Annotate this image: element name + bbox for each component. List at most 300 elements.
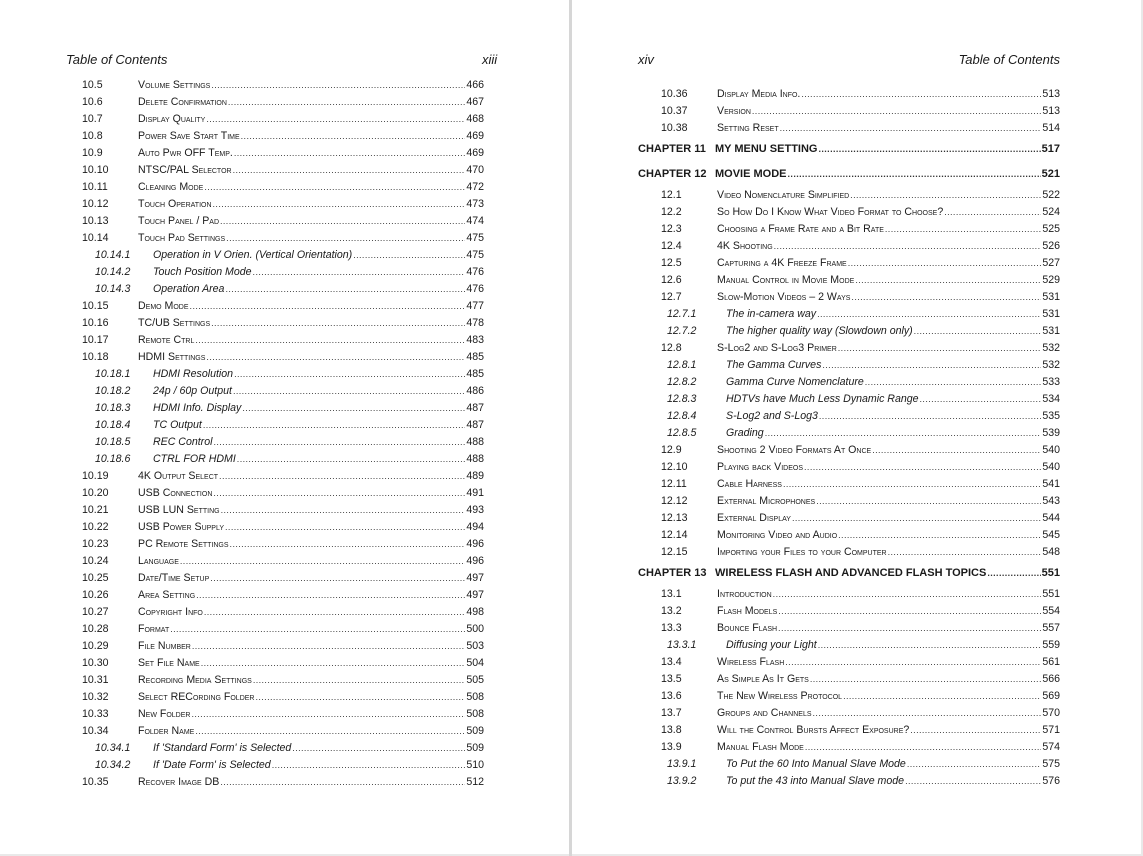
dot-leader xyxy=(920,391,1042,408)
toc-entry-title: Diffusing your Light xyxy=(726,639,817,651)
toc-entry-number: 12.7.2 xyxy=(667,325,697,337)
toc-entry[interactable] xyxy=(638,204,1060,221)
toc-entry-page: 512 xyxy=(466,776,484,788)
toc-entry-number: CHAPTER 12 xyxy=(638,168,707,180)
dot-leader xyxy=(818,637,1042,654)
toc-entry-title: Flash Models xyxy=(717,605,778,617)
toc-entry-number: 10.14.2 xyxy=(95,266,131,278)
toc-entry-title: Touch Position Mode xyxy=(153,266,252,278)
toc-entry[interactable] xyxy=(82,655,484,672)
toc-entry[interactable] xyxy=(638,374,1060,391)
toc-entry-title: If 'Date Form' is Selected xyxy=(153,759,271,771)
toc-entry[interactable] xyxy=(82,519,484,536)
toc-entry-title: HDMI Settings xyxy=(138,351,206,363)
toc-entry-page: 559 xyxy=(1042,639,1060,651)
toc-entry-number: 12.3 xyxy=(661,223,682,235)
toc-entry-title: Monitoring Video and Audio xyxy=(717,529,838,541)
toc-entry-number: 10.17 xyxy=(82,334,109,346)
toc-entry-number: CHAPTER 11 xyxy=(638,143,706,155)
dot-leader xyxy=(785,654,1041,671)
toc-entry-page: 466 xyxy=(466,79,484,91)
toc-entry[interactable] xyxy=(82,400,484,417)
dot-leader xyxy=(226,230,465,247)
toc-entry-number: 12.8.4 xyxy=(667,410,697,422)
toc-entry-title: Volume Settings xyxy=(138,79,211,91)
toc-entry-number: 13.7 xyxy=(661,707,682,719)
toc-entry[interactable] xyxy=(638,620,1060,637)
toc-entry-page: 575 xyxy=(1042,758,1060,770)
toc-entry[interactable] xyxy=(638,671,1060,688)
toc-entry-number: 12.5 xyxy=(661,257,682,269)
toc-entry-page: 487 xyxy=(466,402,484,414)
toc-entry[interactable] xyxy=(638,459,1060,476)
toc-entry-title: Capturing a 4K Freeze Frame xyxy=(717,257,847,269)
dot-leader xyxy=(838,527,1041,544)
toc-entry-number: 13.3.1 xyxy=(667,639,697,651)
toc-entry[interactable] xyxy=(638,289,1060,306)
toc-entry-title: Manual Flash Mode xyxy=(717,741,804,753)
toc-entry[interactable] xyxy=(82,315,484,332)
dot-leader xyxy=(211,77,465,94)
toc-entry[interactable] xyxy=(82,417,484,434)
toc-entry-title: If 'Standard Form' is Selected xyxy=(153,742,292,754)
dot-leader xyxy=(804,459,1041,476)
toc-entry-page: 478 xyxy=(466,317,484,329)
toc-entry-title: Date/Time Setup xyxy=(138,572,210,584)
toc-entry-page: 472 xyxy=(466,181,484,193)
toc-entry[interactable] xyxy=(638,637,1060,654)
toc-entry-number: 10.34.2 xyxy=(95,759,131,771)
toc-entry-title: Introduction xyxy=(717,588,772,600)
toc-entry-number: 12.13 xyxy=(661,512,688,524)
dot-leader xyxy=(783,476,1041,493)
toc-chapter-entry[interactable] xyxy=(638,561,1060,586)
toc-entry-page: 476 xyxy=(466,283,484,295)
toc-entry[interactable] xyxy=(82,553,484,570)
toc-entry[interactable] xyxy=(82,247,484,264)
toc-entry-page: 527 xyxy=(1042,257,1060,269)
toc-entry-title: New Folder xyxy=(138,708,191,720)
toc-entry[interactable] xyxy=(82,485,484,502)
toc-entry[interactable] xyxy=(638,705,1060,722)
dot-leader xyxy=(213,485,465,502)
dot-leader xyxy=(253,672,465,689)
toc-entry[interactable] xyxy=(82,281,484,298)
dot-leader xyxy=(195,332,465,349)
toc-entry[interactable] xyxy=(82,468,484,485)
toc-entry[interactable] xyxy=(638,255,1060,272)
toc-entry-number: 12.11 xyxy=(661,478,687,490)
toc-entry-page: 498 xyxy=(466,606,484,618)
toc-entry-number: 10.10 xyxy=(82,164,109,176)
toc-entry-number: 10.9 xyxy=(82,147,103,159)
toc-entry-page: 489 xyxy=(466,470,484,482)
toc-entry-page: 524 xyxy=(1042,206,1060,218)
dot-leader xyxy=(851,289,1041,306)
toc-entry-title: To Put the 60 Into Manual Slave Mode xyxy=(726,758,906,770)
toc-entry-title: Format xyxy=(138,623,170,635)
toc-entry[interactable] xyxy=(638,493,1060,510)
toc-entry[interactable] xyxy=(82,570,484,587)
toc-entry[interactable] xyxy=(638,476,1060,493)
dot-leader xyxy=(872,442,1041,459)
dot-leader xyxy=(242,400,465,417)
toc-entry[interactable] xyxy=(82,723,484,740)
dot-leader xyxy=(778,620,1041,637)
toc-entry-number: 13.9.1 xyxy=(667,758,697,770)
dot-leader xyxy=(944,204,1041,221)
toc-entry-page: 571 xyxy=(1042,724,1060,736)
toc-entry-page: 543 xyxy=(1042,495,1060,507)
toc-entry-number: 10.23 xyxy=(82,538,109,550)
toc-entry-number: 12.8 xyxy=(661,342,682,354)
toc-entry-title: Choosing a Frame Rate and a Bit Rate xyxy=(717,223,884,235)
toc-entry[interactable] xyxy=(638,306,1060,323)
toc-entry[interactable] xyxy=(638,120,1060,137)
toc-entry-title: WIRELESS FLASH AND ADVANCED FLASH TOPICS xyxy=(715,567,987,579)
toc-entry-page: 496 xyxy=(466,538,484,550)
toc-entry-page: 473 xyxy=(466,198,484,210)
toc-entry-page: 494 xyxy=(466,521,484,533)
toc-chapter-entry[interactable] xyxy=(638,162,1060,187)
dot-leader xyxy=(292,740,465,757)
toc-entry-number: 10.18 xyxy=(82,351,109,363)
toc-entry-title: Wireless Flash xyxy=(717,656,785,668)
toc-entry[interactable] xyxy=(638,586,1060,603)
toc-entry-number: 10.14.1 xyxy=(95,249,131,261)
toc-entry[interactable] xyxy=(638,408,1060,425)
toc-entry-page: 470 xyxy=(466,164,484,176)
toc-entry[interactable] xyxy=(638,527,1060,544)
toc-entry[interactable] xyxy=(638,357,1060,374)
toc-entry-title: Area Setting xyxy=(138,589,196,601)
toc-entry[interactable] xyxy=(638,221,1060,238)
toc-entry-title: Recover Image DB xyxy=(138,776,220,788)
toc-entry-page: 508 xyxy=(466,708,484,720)
toc-entry-title: Demo Mode xyxy=(138,300,189,312)
toc-entry-number: 12.12 xyxy=(661,495,688,507)
toc-entry-title: Importing your Files to your Computer xyxy=(717,546,887,558)
dot-leader xyxy=(201,655,466,672)
toc-entry-title: MY MENU SETTING xyxy=(715,143,818,155)
toc-entry-page: 487 xyxy=(466,419,484,431)
toc-entry-title: 4K Shooting xyxy=(717,240,773,252)
toc-entry-number: 10.25 xyxy=(82,572,109,584)
toc-entry[interactable] xyxy=(638,238,1060,255)
toc-entry-page: 551 xyxy=(1042,588,1060,600)
toc-entry[interactable] xyxy=(82,434,484,451)
toc-entry-title: Slow-Motion Videos – 2 Ways xyxy=(717,291,851,303)
toc-entry-page: 541 xyxy=(1042,478,1060,490)
toc-entry-page: 570 xyxy=(1042,707,1060,719)
toc-entry-page: 508 xyxy=(466,691,484,703)
toc-entry-number: 10.18.3 xyxy=(95,402,131,414)
toc-entry-number: 10.14 xyxy=(82,232,109,244)
toc-entry[interactable] xyxy=(638,688,1060,705)
toc-entry-page: 544 xyxy=(1042,512,1060,524)
toc-entry[interactable] xyxy=(638,272,1060,289)
toc-entry-page: 535 xyxy=(1042,410,1060,422)
toc-entry-page: 488 xyxy=(466,453,484,465)
toc-entry-title: Operation Area xyxy=(153,283,225,295)
toc-entry-title: External Display xyxy=(717,512,791,524)
toc-entry[interactable] xyxy=(82,366,484,383)
toc-entry-page: 517 xyxy=(1041,143,1060,155)
toc-entry-title: Touch Operation xyxy=(138,198,212,210)
dot-leader xyxy=(805,739,1042,756)
toc-entry[interactable] xyxy=(638,103,1060,120)
toc-entry[interactable] xyxy=(82,774,484,791)
toc-entry[interactable] xyxy=(82,536,484,553)
dot-leader xyxy=(850,187,1041,204)
toc-entry-page: 503 xyxy=(466,640,484,652)
toc-entry-title: HDMI Resolution xyxy=(153,368,234,380)
toc-entry-number: 10.18.2 xyxy=(95,385,131,397)
toc-entry-title: External Microphones xyxy=(717,495,816,507)
toc-entry[interactable] xyxy=(638,773,1060,790)
toc-entry-page: 504 xyxy=(466,657,484,669)
toc-entry[interactable] xyxy=(82,349,484,366)
toc-entry-number: 10.12 xyxy=(82,198,109,210)
toc-entry[interactable] xyxy=(82,621,484,638)
toc-entry-number: 10.24 xyxy=(82,555,109,567)
toc-entry[interactable] xyxy=(638,722,1060,739)
toc-entry-page: 485 xyxy=(466,351,484,363)
toc-entry[interactable] xyxy=(638,425,1060,442)
toc-entry[interactable] xyxy=(82,451,484,468)
toc-entry-page: 488 xyxy=(466,436,484,448)
toc-entry-page: 475 xyxy=(466,232,484,244)
toc-entry-title: TC/UB Settings xyxy=(138,317,211,329)
toc-entry-number: 10.36 xyxy=(661,88,688,100)
toc-entry-page: 551 xyxy=(1041,567,1060,579)
toc-entry-number: 10.37 xyxy=(661,105,688,117)
toc-entry-title: Copyright Info xyxy=(138,606,203,618)
toc-entry-page: 548 xyxy=(1042,546,1060,558)
running-header-title: Table of Contents xyxy=(66,52,168,67)
toc-entry-number: 12.2 xyxy=(661,206,682,218)
toc-entry[interactable] xyxy=(82,230,484,247)
toc-entry[interactable] xyxy=(82,111,484,128)
toc-entry-number: 10.18.5 xyxy=(95,436,131,448)
toc-entry-title: USB Connection xyxy=(138,487,213,499)
toc-entry-page: 509 xyxy=(466,725,484,737)
toc-entry-title: Will the Control Bursts Affect Exposure? xyxy=(717,724,910,736)
toc-entry[interactable] xyxy=(638,739,1060,756)
toc-entry-title: S-Log2 and S-Log3 Primer xyxy=(717,342,837,354)
toc-entry[interactable] xyxy=(82,145,484,162)
toc-entry-page: 469 xyxy=(466,147,484,159)
toc-entry-title: The in-camera way xyxy=(726,308,817,320)
toc-entry-page: 485 xyxy=(466,368,484,380)
dot-leader xyxy=(780,120,1042,137)
toc-entry-number: 13.9 xyxy=(661,741,682,753)
toc-entry[interactable] xyxy=(638,544,1060,561)
toc-entry[interactable] xyxy=(638,654,1060,671)
toc-entry[interactable] xyxy=(82,94,484,111)
dot-leader xyxy=(190,298,466,315)
toc-entry-page: 545 xyxy=(1042,529,1060,541)
toc-entry-number: 10.11 xyxy=(82,181,108,193)
toc-entry-number: 10.33 xyxy=(82,708,109,720)
toc-entry[interactable] xyxy=(82,383,484,400)
toc-entry-page: 475 xyxy=(466,249,484,261)
toc-entry-number: 10.34.1 xyxy=(95,742,131,754)
toc-entry-title: Groups and Channels xyxy=(717,707,812,719)
toc-entry-title: As Simple As It Gets xyxy=(717,673,809,685)
toc-entry[interactable] xyxy=(82,196,484,213)
toc-entry-number: 10.19 xyxy=(82,470,109,482)
dot-leader xyxy=(910,722,1041,739)
toc-entry-number: 12.15 xyxy=(661,546,688,558)
toc-entry-number: 10.29 xyxy=(82,640,109,652)
toc-entry-page: 539 xyxy=(1042,427,1060,439)
dot-leader xyxy=(203,417,465,434)
dot-leader xyxy=(774,238,1042,255)
toc-entry[interactable] xyxy=(82,162,484,179)
dot-leader xyxy=(255,689,465,706)
toc-entry[interactable] xyxy=(82,689,484,706)
toc-entry-number: 12.1 xyxy=(661,189,682,201)
toc-entry-title: Setting Reset xyxy=(717,122,779,134)
toc-entry-number: 10.34 xyxy=(82,725,109,737)
toc-entry-number: 10.32 xyxy=(82,691,109,703)
dot-leader xyxy=(195,723,465,740)
toc-entry[interactable] xyxy=(638,391,1060,408)
toc-entry-number: 12.9 xyxy=(661,444,682,456)
dot-leader xyxy=(219,468,465,485)
toc-entry-number: 10.13 xyxy=(82,215,109,227)
dot-leader xyxy=(230,536,466,553)
toc-chapter-entry[interactable] xyxy=(638,137,1060,162)
toc-entry[interactable] xyxy=(638,603,1060,620)
toc-entry-page: 554 xyxy=(1042,605,1060,617)
toc-entry[interactable] xyxy=(82,740,484,757)
toc-entry-page: 513 xyxy=(1042,105,1060,117)
toc-entry-title: Auto Pwr OFF Temp. xyxy=(138,147,233,159)
toc-entry-number: 10.35 xyxy=(82,776,109,788)
dot-leader xyxy=(888,544,1042,561)
toc-entry-title: USB Power Supply xyxy=(138,521,225,533)
toc-entry-title: HDTVs have Much Less Dynamic Range xyxy=(726,393,919,405)
toc-entry-title: NTSC/PAL Selector xyxy=(138,164,232,176)
dot-leader xyxy=(865,374,1042,391)
toc-entry-title: Playing back Videos xyxy=(717,461,804,473)
dot-leader xyxy=(838,340,1042,357)
dot-leader xyxy=(225,281,465,298)
toc-entry[interactable] xyxy=(638,340,1060,357)
toc-entry[interactable] xyxy=(82,672,484,689)
toc-entry[interactable] xyxy=(82,77,484,94)
toc-entry[interactable] xyxy=(82,128,484,145)
toc-entry-page: 561 xyxy=(1042,656,1060,668)
dot-leader xyxy=(196,587,465,604)
toc-entry-title: Recording Media Settings xyxy=(138,674,252,686)
dot-leader xyxy=(987,561,1040,586)
toc-entry[interactable] xyxy=(82,502,484,519)
toc-entry-number: 13.1 xyxy=(661,588,682,600)
toc-entry[interactable] xyxy=(82,757,484,774)
toc-entry-number: 10.7 xyxy=(82,113,103,125)
toc-entry-number: 10.38 xyxy=(661,122,688,134)
toc-entry-title: MOVIE MODE xyxy=(715,168,787,180)
toc-entry-page: 533 xyxy=(1042,376,1060,388)
dot-leader xyxy=(843,688,1041,705)
toc-entry-title: Remote Ctrl xyxy=(138,334,195,346)
toc-entry-title: S-Log2 and S-Log3 xyxy=(726,410,818,422)
dot-leader xyxy=(233,383,465,400)
toc-entry-title: Folder Name xyxy=(138,725,195,737)
toc-entry-title: The New Wireless Protocol xyxy=(717,690,843,702)
dot-leader xyxy=(170,621,465,638)
toc-entry-page: 532 xyxy=(1042,342,1060,354)
toc-entry-title: File Number xyxy=(138,640,191,652)
toc-entry[interactable] xyxy=(82,706,484,723)
toc-entry-page: 509 xyxy=(466,742,484,754)
toc-entry[interactable] xyxy=(82,604,484,621)
toc-entry-title: Cable Harness xyxy=(717,478,782,490)
toc-entry-title: Display Media Info. xyxy=(717,88,801,100)
toc-entry-page: 468 xyxy=(466,113,484,125)
dot-leader xyxy=(817,306,1041,323)
dot-leader xyxy=(855,272,1041,289)
toc-entry-page: 576 xyxy=(1042,775,1060,787)
toc-entry-title: Bounce Flash xyxy=(717,622,778,634)
toc-entry-number: 12.8.2 xyxy=(667,376,697,388)
dot-leader xyxy=(210,570,465,587)
dot-leader xyxy=(234,145,465,162)
dot-leader xyxy=(819,408,1041,425)
toc-entry-title: Operation in V Orien. (Vertical Orientation) xyxy=(153,249,353,261)
dot-leader xyxy=(353,247,465,264)
toc-entry-page: 540 xyxy=(1042,444,1060,456)
toc-entry[interactable] xyxy=(638,323,1060,340)
dot-leader xyxy=(773,586,1042,603)
toc-entry[interactable] xyxy=(82,179,484,196)
toc-entry-title: Touch Panel / Pad xyxy=(138,215,219,227)
toc-entry[interactable] xyxy=(638,510,1060,527)
dot-leader xyxy=(211,315,465,332)
left-page xyxy=(0,0,569,854)
toc-entry[interactable] xyxy=(638,187,1060,204)
toc-entry-title: TC Output xyxy=(153,419,202,431)
toc-entry[interactable] xyxy=(638,756,1060,773)
toc-entry[interactable] xyxy=(82,264,484,281)
dot-leader xyxy=(818,137,1040,162)
running-header-page-number: xiii xyxy=(482,52,498,67)
toc-entry-title: Version xyxy=(717,105,751,117)
toc-entry[interactable] xyxy=(82,332,484,349)
dot-leader xyxy=(752,103,1041,120)
toc-entry[interactable] xyxy=(638,442,1060,459)
toc-entry-title: HDMI Info. Display xyxy=(153,402,242,414)
toc-entry[interactable] xyxy=(82,638,484,655)
toc-entry[interactable] xyxy=(638,86,1060,103)
toc-entry[interactable] xyxy=(82,587,484,604)
toc-entry-number: 10.21 xyxy=(82,504,109,516)
toc-entry-page: 531 xyxy=(1042,325,1060,337)
toc-entry-page: 566 xyxy=(1042,673,1060,685)
toc-entry[interactable] xyxy=(82,213,484,230)
dot-leader xyxy=(778,603,1041,620)
dot-leader xyxy=(765,425,1042,442)
dot-leader xyxy=(234,366,465,383)
toc-entry-number: 12.7.1 xyxy=(667,308,697,320)
toc-entry[interactable] xyxy=(82,298,484,315)
toc-entry-page: 505 xyxy=(466,674,484,686)
running-header-page-number: xiv xyxy=(638,52,654,67)
toc-entry-number: 10.6 xyxy=(82,96,103,108)
